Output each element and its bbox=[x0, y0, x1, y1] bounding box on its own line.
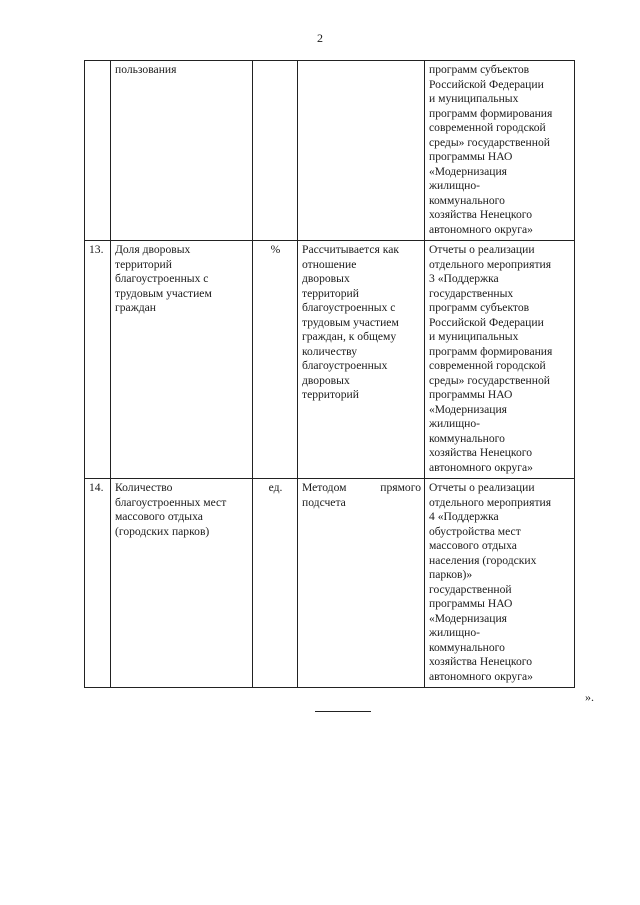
indicator-name: пользования bbox=[111, 61, 253, 241]
row-number: 14. bbox=[85, 479, 111, 688]
indicator-name: Доля дворовых территорий благоустроенных с трудовым участием граждан bbox=[111, 241, 253, 479]
indicator-name: Количество благоустроенных мест массового отдыха (городских парков) bbox=[111, 479, 253, 688]
method-word: прямого bbox=[380, 481, 421, 494]
table-row bbox=[85, 61, 575, 241]
unit bbox=[253, 61, 298, 241]
page-number: 2 bbox=[317, 31, 323, 45]
unit: ед. bbox=[253, 479, 298, 688]
data-source: Отчеты о реализации отдельного мероприятия 4 «Поддержка обустройства мест массового отдыха населения (городских парков)» государственной программы НАО «Модернизация жилищно- коммунального хозяйства Ненецкого автономного округа» bbox=[425, 479, 575, 688]
footer-divider bbox=[315, 711, 371, 712]
row-number: 13. bbox=[85, 241, 111, 479]
row-number bbox=[85, 61, 111, 241]
method-word: Методом bbox=[302, 481, 347, 494]
calculation-method bbox=[298, 479, 425, 688]
table-row bbox=[85, 479, 575, 688]
method-second-line: подсчета bbox=[302, 495, 346, 509]
table-row bbox=[85, 241, 575, 479]
data-source: Отчеты о реализации отдельного мероприятия 3 «Поддержка государственных программ субъектов Российской Федерации и муниципальных программ формирования современной городской среды» государственной программы НАО «Модернизация жилищно- коммунального хозяйства Ненецкого автономного округа» bbox=[425, 241, 575, 479]
method-first-line bbox=[302, 481, 421, 496]
calculation-method bbox=[298, 61, 425, 241]
indicators-table bbox=[84, 60, 575, 688]
calculation-method: Рассчитывается как отношение дворовых территорий благоустроенных с трудовым участием граждан, к общему количеству благоустроенных дворовых территорий bbox=[298, 241, 425, 479]
closing-quote-mark: ». bbox=[585, 690, 594, 704]
unit: % bbox=[253, 241, 298, 479]
data-source: программ субъектов Российской Федерации и муниципальных программ формирования современной городской среды» государственной программы НАО «Модернизация жилищно- коммунального хозяйства Ненецкого автономного округа» bbox=[425, 61, 575, 241]
